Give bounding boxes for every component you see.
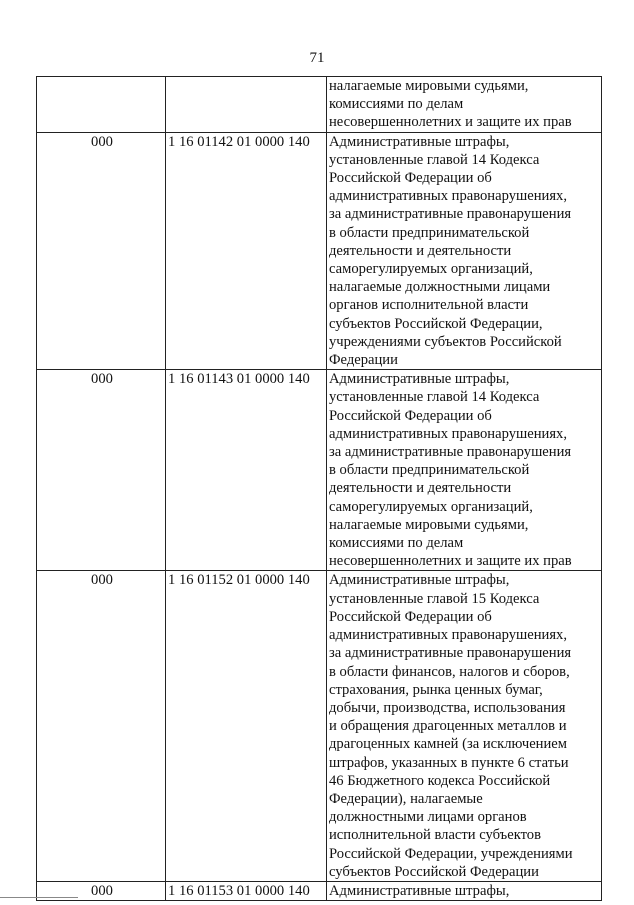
description-line: субъектов Российской Федерации — [329, 863, 539, 880]
description-line: страхования, рынка ценных бумаг, — [329, 681, 543, 698]
description-line: административных правонарушениях, — [329, 627, 567, 644]
description-line: установленные главой 15 Кодекса — [329, 590, 540, 607]
description-line: Российской Федерации, учреждениями — [329, 845, 573, 862]
description-line: и обращения драгоценных металлов и — [329, 718, 567, 735]
description-line: установленные главой 14 Кодекса — [329, 151, 540, 168]
description-line: штрафов, указанных в пункте 6 статьи — [329, 754, 569, 771]
description-line: саморегулируемых организаций, — [329, 498, 533, 515]
description-line: несовершеннолетних и защите их прав — [329, 114, 572, 131]
description-line: комиссиями по делам — [329, 96, 464, 113]
description-line: административных правонарушениях, — [329, 188, 567, 205]
admin-code-cell: 000 — [37, 571, 166, 881]
description-line: налагаемые мировыми судьями, — [329, 516, 529, 533]
description-line: Российской Федерации об — [329, 170, 492, 187]
description-line: учреждениями субъектов Российской — [329, 333, 562, 350]
description-line: за административные правонарушения — [329, 206, 572, 223]
admin-code-cell: 000 — [37, 881, 166, 900]
description-line: Федерации — [329, 352, 398, 369]
description-line: административных правонарушениях, — [329, 425, 567, 442]
table-row — [37, 571, 602, 881]
table-row — [37, 77, 602, 133]
kbk-code-cell: 1 16 01143 01 0000 140 — [166, 370, 327, 571]
kbk-code-cell: 1 16 01152 01 0000 140 — [166, 571, 327, 881]
description-line: должностными лицами органов — [329, 809, 527, 826]
description-line: налагаемые мировыми судьями, — [329, 78, 529, 94]
description-line: Российской Федерации об — [329, 608, 492, 625]
description-cell — [327, 370, 602, 571]
admin-code-cell: 000 — [37, 132, 166, 370]
description-cell — [327, 881, 602, 900]
description-line: налагаемые должностными лицами — [329, 279, 551, 296]
description-cell — [327, 571, 602, 881]
table-row — [37, 132, 602, 370]
table-row — [37, 370, 602, 571]
description-line: Федерации), налагаемые — [329, 790, 483, 807]
kbk-code-cell — [166, 77, 327, 133]
footnote-divider — [0, 897, 78, 898]
description-line: в области предпринимательской — [329, 462, 530, 479]
description-line: драгоценных камней (за исключением — [329, 736, 568, 753]
description-line: Российской Федерации об — [329, 407, 492, 424]
table-body — [37, 77, 602, 901]
description-line: в области предпринимательской — [329, 224, 530, 241]
description-cell — [327, 77, 602, 133]
budget-codes-table — [36, 76, 602, 901]
description-line: комиссиями по делам — [329, 535, 464, 552]
description-line: Административные штрафы, — [329, 882, 510, 899]
admin-code-cell — [37, 77, 166, 133]
kbk-code-cell: 1 16 01142 01 0000 140 — [166, 132, 327, 370]
description-line: саморегулируемых организаций, — [329, 261, 533, 278]
description-line: за административные правонарушения — [329, 645, 572, 662]
description-line: деятельности и деятельности — [329, 242, 512, 259]
description-line: органов исполнительной власти — [329, 297, 529, 314]
description-line: Административные штрафы, — [329, 371, 510, 388]
description-line: исполнительной власти субъектов — [329, 827, 541, 844]
description-line: добычи, производства, использования — [329, 699, 566, 716]
table-row — [37, 881, 602, 900]
description-line: в области финансов, налогов и сборов, — [329, 663, 570, 680]
description-line: несовершеннолетних и защите их прав — [329, 553, 572, 570]
admin-code-cell: 000 — [37, 370, 166, 571]
page-number: 71 — [309, 50, 325, 66]
description-cell — [327, 132, 602, 370]
description-line: Административные штрафы, — [329, 133, 510, 150]
description-line: за административные правонарушения — [329, 444, 572, 461]
kbk-code-cell: 1 16 01153 01 0000 140 — [166, 881, 327, 900]
description-line: 46 Бюджетного кодекса Российской — [329, 772, 551, 789]
description-line: Административные штрафы, — [329, 572, 510, 589]
description-line: деятельности и деятельности — [329, 480, 512, 497]
description-line: субъектов Российской Федерации, — [329, 315, 543, 332]
description-line: установленные главой 14 Кодекса — [329, 389, 540, 406]
